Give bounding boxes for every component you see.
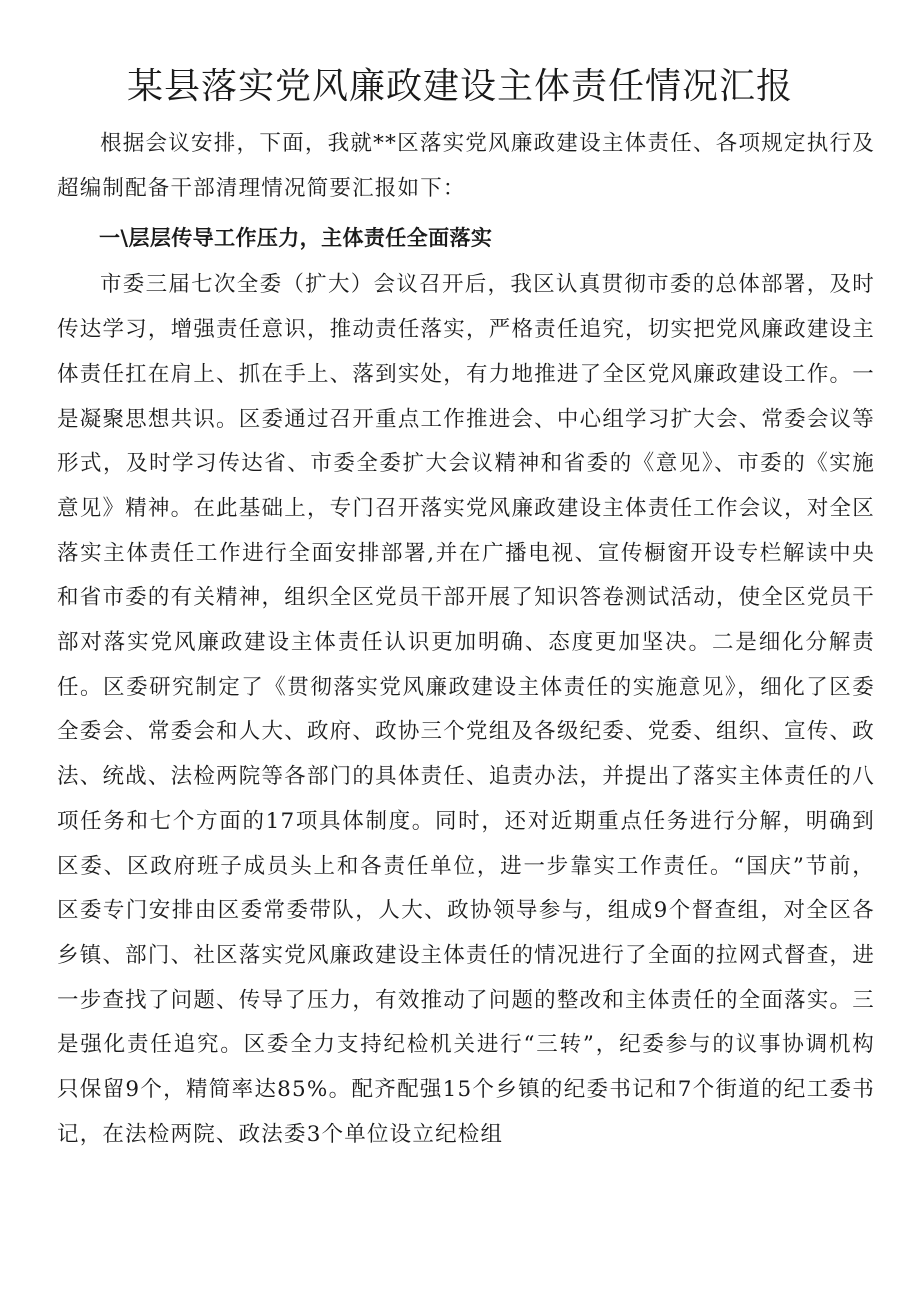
section-paragraph: 市委三届七次全委（扩大）会议召开后，我区认真贯彻市委的总体部署，及时传达学习，增强责任意识，推动责任落实，严格责任追究，切实把党风廉政建设主体责任扛在肩上、抓在手上、落到实处，有力地推进了全区党风廉政建设工作。一是凝聚思想共识。区委通过召开重点工作推进会、中心组学习扩大会、常委会议等形式，及时学习传达省、市委全委扩大会议精神和省委的《意见》、市委的《实施意见》精神。在此基础上，专门召开落实党风廉政建设主体责任工作会议，对全区落实主体责任工作进行全面安排部署,并在广播电视、宣传橱窗开设专栏解读中央和省市委的有关精神，组织全区党员干部开展了知识答卷测试活动，使全区党员干部对落实党风廉政建设主体责任认识更加明确、态度更加坚决。二是细化分解责任。区委研究制定了《贯彻落实党风廉政建设主体责任的实施意见》，细化了区委全委会、常委会和人大、政府、政协三个党组及各级纪委、党委、组织、宣传、政法、统战、法检两院等各部门的具体责任、追责办法，并提出了落实主体责任的八项任务和七个方面的17项具体制度。同时，还对近期重点任务进行分解，明确到区委、区政府班子成员头上和各责任单位，进一步靠实工作责任。“国庆”节前，区委专门安排由区委常委带队，人大、政协领导参与，组成9个督查组，对全区各乡镇、部门、社区落实党风廉政建设主体责任的情况进行了全面的拉网式督查，进一步查找了问题、传导了压力，有效推动了问题的整改和主体责任的全面落实。三是强化责任追究。区委全力支持纪检机关进行“三转”，纪委参与的议事协调机构只保留9个，精简率达85%。配齐配强15个乡镇的纪委书记和7个街道的纪工委书记，在法检两院、政法委3个单位设立纪检组 [57, 272, 875, 1147]
document-body [57, 122, 875, 1157]
section-heading: 一\层层传导工作压力，主体责任全面落实 [99, 226, 493, 251]
intro-paragraph: 根据会议安排，下面，我就**区落实党风廉政建设主体责任、各项规定执行及超编制配备干部清理情况简要汇报如下： [57, 131, 875, 201]
document-title: 某县落实党风廉政建设主体责任情况汇报 [126, 66, 793, 107]
